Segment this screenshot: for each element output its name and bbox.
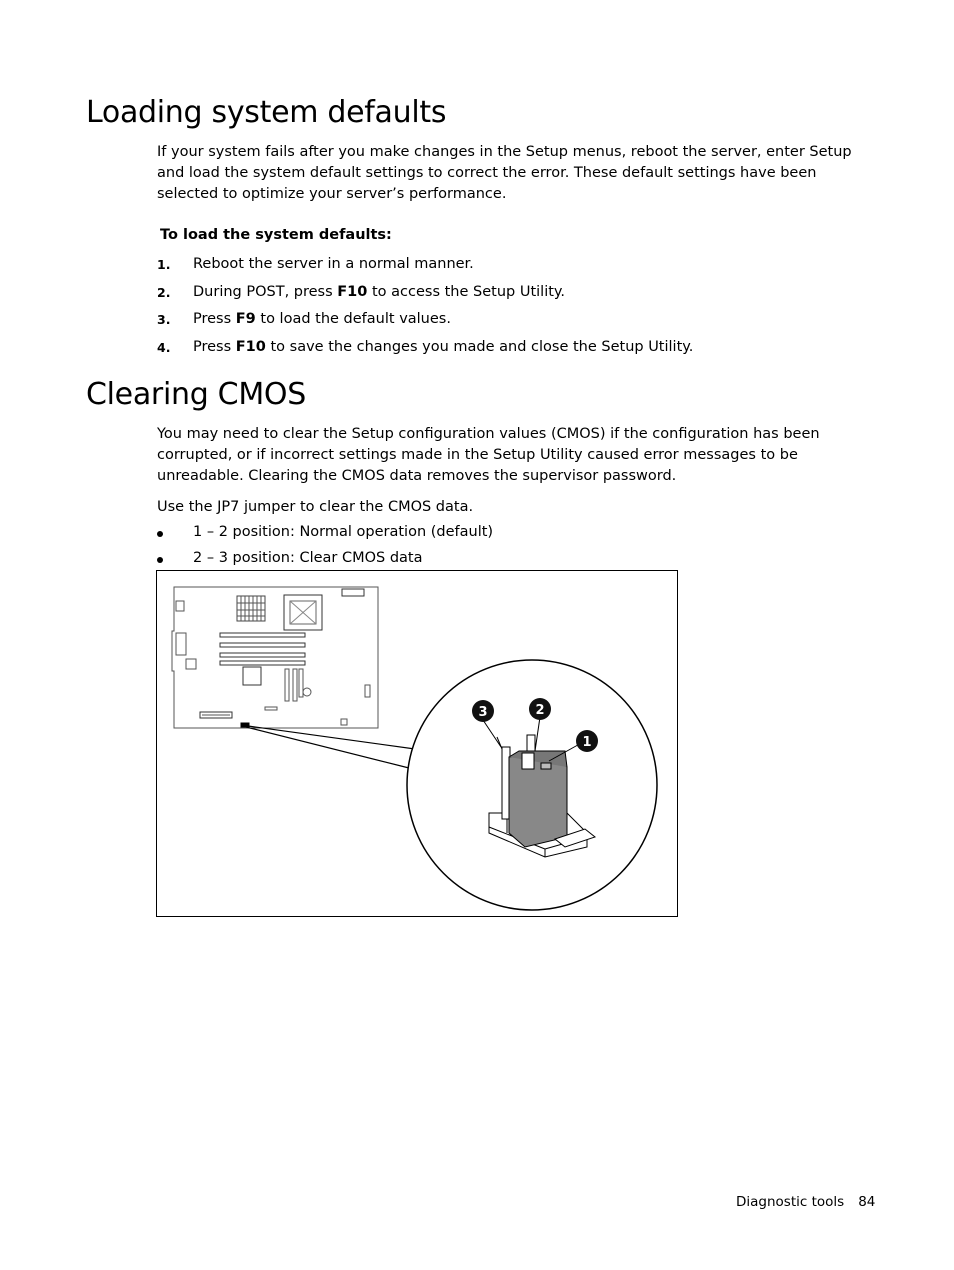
step-text: Reboot the server in a normal manner.: [193, 256, 474, 272]
procedure-title: To load the system defaults:: [160, 227, 392, 243]
page-number: 84: [858, 1194, 876, 1210]
callout-label: 2: [535, 703, 545, 718]
section-heading-clearing-cmos: Clearing CMOS: [86, 377, 306, 412]
step-text: Press F10 to save the changes you made and close the Setup Utility.: [193, 339, 694, 355]
key-name: F10: [235, 339, 266, 355]
motherboard-illustration: [172, 587, 378, 728]
key-name: F10: [337, 284, 368, 300]
step-number: 2.: [157, 285, 171, 300]
jumper-intro: Use the JP7 jumper to clear the CMOS data.: [157, 499, 474, 515]
clearing-cmos-paragraph: You may need to clear the Setup configuration values (CMOS) if the configuration has been corrupted, or if incorrect settings made in the Setup Utility caused error messages to be unreadable. Clearing the CMOS data removes the supervisor password.: [157, 426, 820, 484]
step-number: 1.: [157, 257, 171, 272]
callout-label: 1: [582, 735, 592, 750]
section-heading-loading-defaults: Loading system defaults: [86, 95, 447, 130]
loading-defaults-paragraph: If your system fails after you make changes in the Setup menus, reboot the server, enter Setup and load the system default settings to correct the error. These default settings have been selected to optimize your server’s performance.: [157, 144, 852, 202]
motherboard-jumper-diagram: [157, 571, 676, 915]
bullet-icon: [157, 557, 163, 563]
step-text: Press F9 to load the default values.: [193, 311, 451, 327]
step-text: During POST, press F10 to access the Setup Utility.: [193, 284, 566, 300]
bullet-icon: [157, 531, 163, 537]
zoom-leader-lines: [246, 726, 415, 768]
jumper-figure: [156, 570, 678, 917]
callout-label: 3: [478, 705, 488, 720]
footer-section: Diagnostic tools: [736, 1194, 845, 1210]
page-footer: [736, 1194, 875, 1210]
key-name: F9: [235, 311, 256, 327]
step-number: 4.: [157, 340, 171, 355]
step-number: 3.: [157, 312, 171, 327]
